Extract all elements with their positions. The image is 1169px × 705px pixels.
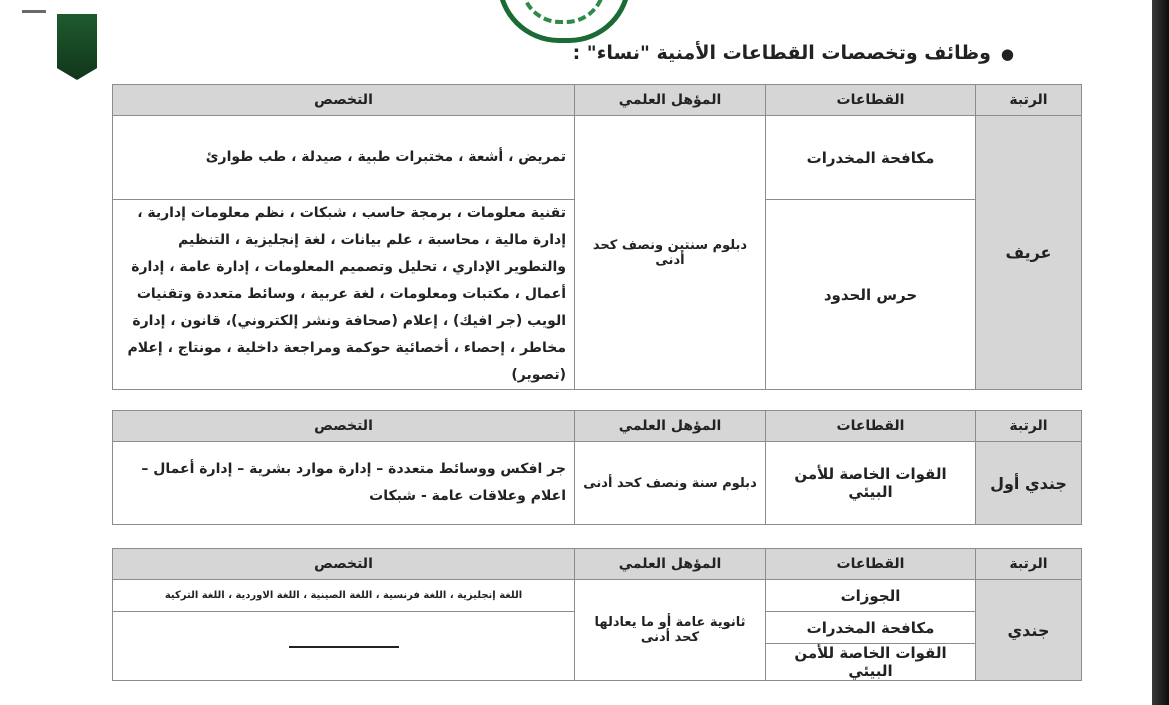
table-header-row bbox=[113, 85, 1082, 116]
page-title: ●وظائف وتخصصات القطاعات الأمنية "نساء" : bbox=[572, 42, 1014, 64]
specialization-cell: جر افكس ووسائط متعددة – إدارة موارد بشرية – إدارة أعمال – اعلام وعلاقات عامة - شبكات bbox=[113, 442, 575, 525]
header-qualification: المؤهل العلمي bbox=[575, 411, 766, 442]
header-specialization: التخصص bbox=[113, 85, 575, 116]
sector-cell: الجوزات bbox=[766, 580, 976, 612]
sector-cell: مكافحة المخدرات bbox=[766, 612, 976, 644]
header-qualification: المؤهل العلمي bbox=[575, 549, 766, 580]
empty-specialization-line bbox=[113, 612, 575, 681]
sector-cell: القوات الخاصة للأمن البيئي bbox=[766, 442, 976, 525]
header-rank: الرتبة bbox=[976, 85, 1082, 116]
table-first-private bbox=[112, 410, 1082, 525]
rank-cell: عريف bbox=[976, 116, 1082, 390]
header-specialization: التخصص bbox=[113, 549, 575, 580]
table-row bbox=[113, 442, 1082, 525]
table-corporal bbox=[112, 84, 1082, 390]
rank-cell: جندي bbox=[976, 580, 1082, 681]
specialization-cell: تقنية معلومات ، برمجة حاسب ، شبكات ، نظم معلومات إدارية ، إدارة مالية ، محاسبة ، علم بيانات ، لغة إنجليزية ، التنظيم والتطوير الإداري ، تحليل وتصميم المعلومات ، إدارة عامة ، إدارة أعمال ، مكتبات ومعلومات ، لغة عربية ، وسائط متعددة وتقنيات الويب (جر افيك) ، إعلام (صحافة ونشر إلكتروني)، قانون ، إدارة مخاطر ، إحصاء ، أخصائية حوكمة ومراجعة داخلية ، مونتاج ، إعلام (تصوير) bbox=[113, 200, 575, 390]
sector-cell: القوات الخاصة للأمن البيئي bbox=[766, 644, 976, 681]
header-decoration bbox=[22, 10, 46, 13]
header-rank: الرتبة bbox=[976, 549, 1082, 580]
table-header-row bbox=[113, 549, 1082, 580]
ministry-logo-icon bbox=[57, 14, 97, 80]
table-row bbox=[113, 116, 1082, 200]
header-specialization: التخصص bbox=[113, 411, 575, 442]
header-sectors: القطاعات bbox=[766, 549, 976, 580]
table-header-row bbox=[113, 411, 1082, 442]
specialization-cell: تمريض ، أشعة ، مختبرات طبية ، صيدلة ، طب طوارئ bbox=[113, 116, 575, 200]
table-private bbox=[112, 548, 1082, 681]
scan-edge bbox=[1152, 0, 1169, 705]
header-sectors: القطاعات bbox=[766, 85, 976, 116]
rank-cell: جندي أول bbox=[976, 442, 1082, 525]
sector-cell: حرس الحدود bbox=[766, 200, 976, 390]
specialization-cell: اللغة إنجليزية ، اللغة فرنسية ، اللغة الصينية ، اللغة الاوردية ، اللغة التركية bbox=[113, 580, 575, 612]
bullet-icon: ● bbox=[1000, 45, 1014, 63]
sector-cell: مكافحة المخدرات bbox=[766, 116, 976, 200]
emblem-seal-icon bbox=[497, 0, 631, 43]
header-rank: الرتبة bbox=[976, 411, 1082, 442]
table-row bbox=[113, 580, 1082, 612]
qualification-cell: ثانوية عامة أو ما يعادلها كحد أدنى bbox=[575, 580, 766, 681]
header-sectors: القطاعات bbox=[766, 411, 976, 442]
qualification-cell: دبلوم سنتين ونصف كحد أدنى bbox=[575, 116, 766, 390]
qualification-cell: دبلوم سنة ونصف كحد أدنى bbox=[575, 442, 766, 525]
header-qualification: المؤهل العلمي bbox=[575, 85, 766, 116]
